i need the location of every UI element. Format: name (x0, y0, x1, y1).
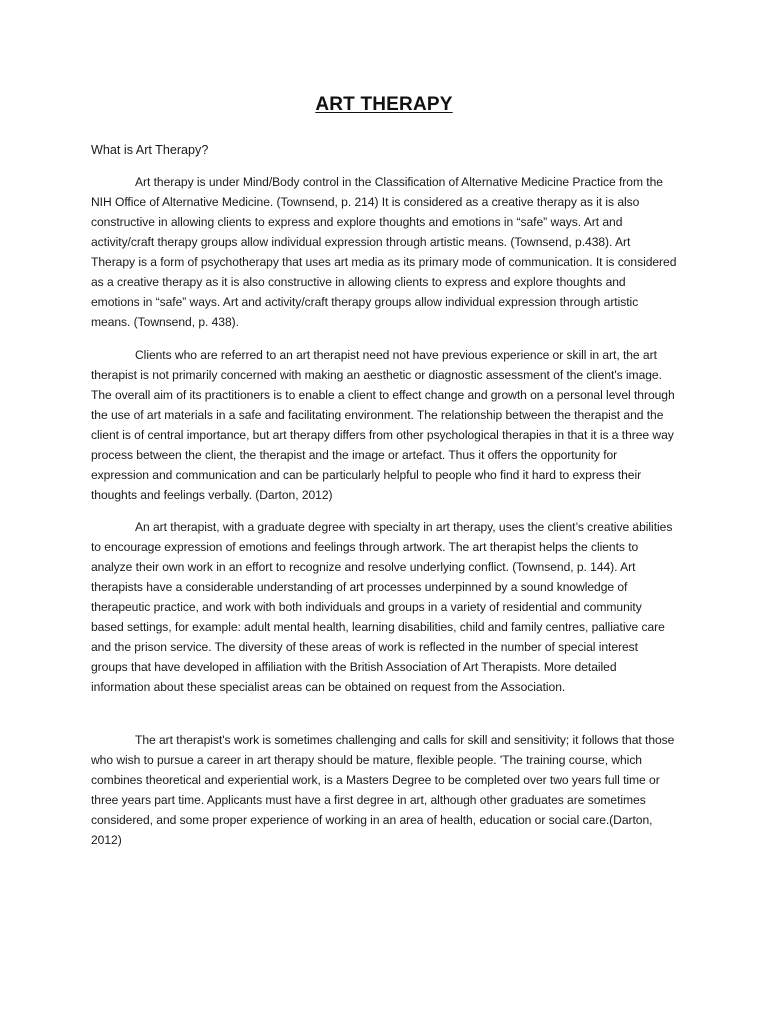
document-title: ART THERAPY (315, 94, 453, 115)
paragraph-4: The art therapist's work is sometimes challenging and calls for skill and sensitivity; it follows that those who wish to pursue a career in art therapy should be mature, flexible people. 'The training course, which combines theoretical and experiential work, is a Masters Degree to be completed over two years full time or three years part time. Applicants must have a first degree in art, although other graduates are sometimes considered, and some proper experience of working in an area of health, education or social care.(Darton, 2012) (91, 733, 675, 847)
paragraph-1: Art therapy is under Mind/Body control in the Classification of Alternative Medicine Practice from the NIH Office of Alternative Medicine. (Townsend, p. 214) It is considered as a creative therapy as it is also constructive in allowing clients to express and explore thoughts and emotions in “safe” ways. Art and activity/craft therapy groups allow individual expression through artistic means. (Townsend, p.438). Art Therapy is a form of psychotherapy that uses art media as its primary mode of communication. It is considered as a creative therapy as it is also constructive in allowing clients to express and explore thoughts and emotions in “safe” ways. Art and activity/craft therapy groups allow individual expression through artistic means. (Townsend, p. 438). (91, 175, 677, 329)
paragraph-3: An art therapist, with a graduate degree with specialty in art therapy, uses the client’s creative abilities to encourage expression of emotions and feelings through artwork. The art therapist helps the clients to analyze their own work in an effort to recognize and resolve underlying conflict. (Townsend, p. 144). Art therapists have a considerable understanding of art processes underpinned by a sound knowledge of therapeutic practice, and work with both individuals and groups in a variety of residential and community based settings, for example: adult mental health, learning disabilities, child and family centres, palliative care and the prison service. The diversity of these areas of work is reflected in the number of special interest groups that have developed in affiliation with the British Association of Art Therapists. More detailed information about these specialist areas can be obtained on request from the Association. (91, 520, 673, 694)
paragraph-2: Clients who are referred to an art therapist need not have previous experience or skill in art, the art therapist is not primarily concerned with making an aesthetic or diagnostic assessment of the client's image. The overall aim of its practitioners is to enable a client to effect change and growth on a personal level through the use of art materials in a safe and facilitating environment. The relationship between the therapist and the client is of central importance, but art therapy differs from other psychological therapies in that it is a three way process between the client, the therapist and the image or artefact. Thus it offers the opportunity for expression and communication and can be particularly helpful to people who find it hard to express their thoughts and feelings verbally. (Darton, 2012) (91, 348, 675, 502)
section-question: What is Art Therapy? (91, 143, 209, 157)
